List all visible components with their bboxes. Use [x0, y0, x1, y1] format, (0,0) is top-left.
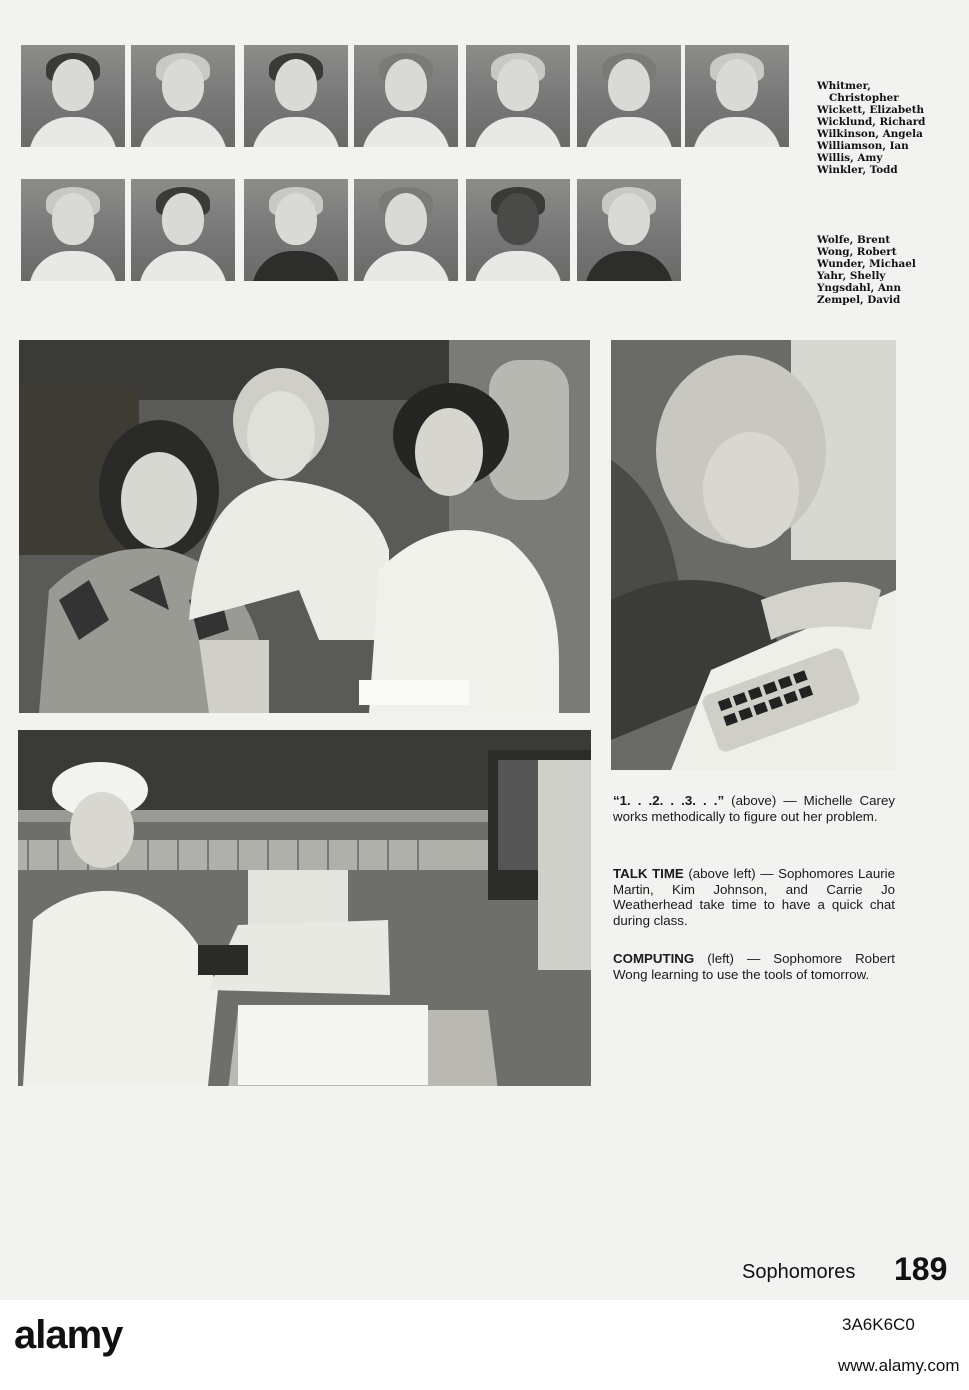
portrait-wilkinson — [354, 45, 458, 147]
name-line: Wickett, Elizabeth — [817, 104, 925, 116]
name-line: Christopher — [829, 92, 899, 104]
row2-names — [817, 234, 916, 306]
caption-text: (above) — Michelle Carey works methodically to figure out her problem. — [613, 793, 895, 824]
name-line: Zempel, David — [817, 294, 901, 306]
photo-computing — [18, 730, 591, 1086]
section-title: Sophomores — [742, 1261, 856, 1283]
page-number: 189 — [894, 1251, 948, 1287]
portrait-winkler — [685, 45, 789, 147]
name-line: Wicklund, Richard — [817, 116, 926, 128]
portrait-wolfe — [21, 179, 125, 281]
row1-names — [817, 80, 925, 176]
portrait-willis — [577, 45, 681, 147]
watermark-url: www.alamy.com — [838, 1356, 960, 1375]
caption-title: “1. . .2. . .3. . .” — [613, 793, 725, 808]
photo-talk-time — [19, 340, 590, 713]
caption-talk-time — [613, 866, 895, 928]
portrait-zempel — [577, 179, 681, 281]
caption-title: TALK TIME — [613, 866, 684, 881]
portrait-wunder — [244, 179, 348, 281]
image-id: 3A6K6C0 — [842, 1315, 915, 1334]
watermark-bar — [0, 1300, 969, 1390]
alamy-logo: alamy — [14, 1313, 123, 1357]
caption-computing — [613, 951, 895, 982]
name-line: Yngsdahl, Ann — [817, 282, 901, 294]
name-line: Whitmer, — [817, 80, 871, 92]
name-line: Wolfe, Brent — [817, 234, 891, 246]
portrait-wong — [131, 179, 235, 281]
portrait-wickett — [131, 45, 235, 147]
photo-michelle-carey — [611, 340, 896, 770]
caption-michelle-carey — [613, 793, 895, 824]
name-line: Williamson, Ian — [817, 140, 909, 152]
name-line: Yahr, Shelly — [817, 270, 886, 282]
name-line: Wong, Robert — [817, 246, 897, 258]
name-line: Wilkinson, Angela — [817, 128, 923, 140]
page-footer — [742, 1248, 952, 1288]
caption-text: (above left) — Sophomores Laurie Martin, Kim Johnson, and Carrie Jo Weatherhead take time to have a quick chat during class. — [613, 866, 895, 928]
name-line: Winkler, Todd — [817, 164, 898, 176]
name-line: Willis, Amy — [817, 152, 883, 164]
portrait-yngsdahl — [466, 179, 570, 281]
portrait-wicklund — [244, 45, 348, 147]
caption-text: (left) — Sophomore Robert Wong learning to use the tools of tomorrow. — [613, 951, 895, 982]
caption-title: COMPUTING — [613, 951, 695, 966]
portrait-whitmer — [21, 45, 125, 147]
portrait-williamson — [466, 45, 570, 147]
portrait-yahr — [354, 179, 458, 281]
name-line: Wunder, Michael — [817, 258, 916, 270]
